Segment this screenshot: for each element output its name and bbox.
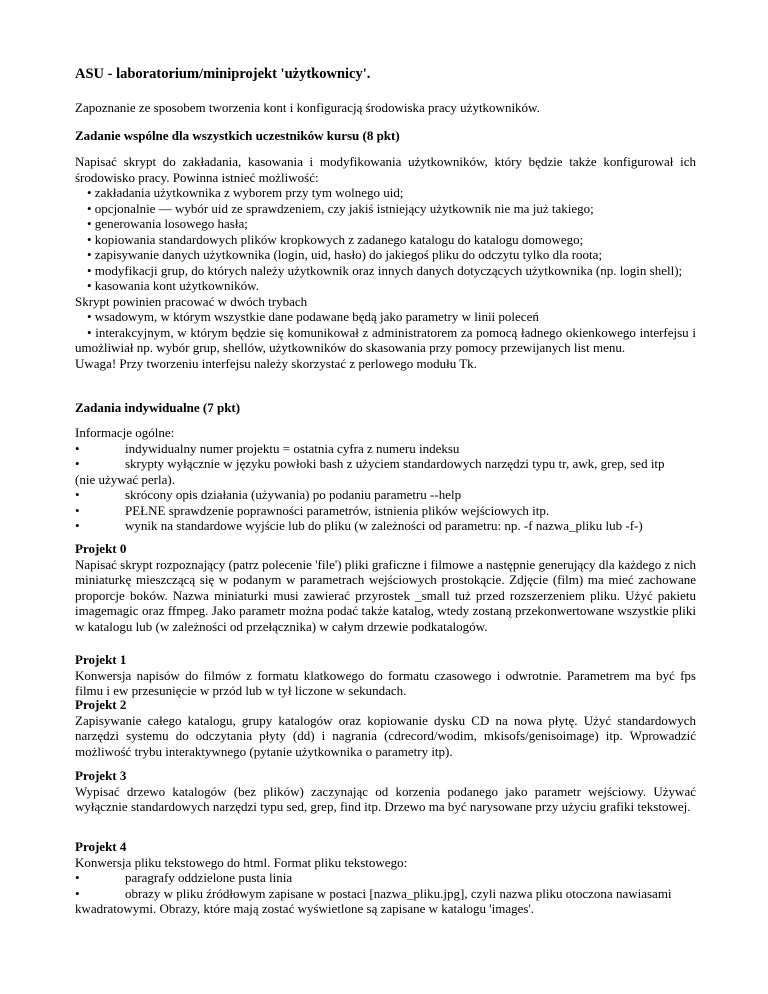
info-item	[75, 456, 696, 472]
feature-item: • kasowania kont użytkowników.	[87, 278, 259, 293]
bullet-icon: •	[75, 502, 80, 518]
feature-item: • zapisywanie danych użytkownika (login, uid, hasło) do jakiegoś pliku do odczytu tylko dla roota;	[87, 247, 603, 262]
info-item-text: skrócony opis działania (używania) po podaniu parametru --help	[125, 487, 462, 502]
info-item	[75, 441, 696, 457]
project-heading: Projekt 3	[75, 768, 127, 783]
info-item-continuation: (nie używać perla).	[75, 471, 175, 487]
individual-heading: Zadania indywidualne (7 pkt)	[75, 400, 241, 415]
p4-item-text: paragrafy oddzielone pusta linia	[125, 870, 293, 885]
p4-item	[75, 886, 696, 902]
common-task-lead: Napisać skrypt do zakładania, kasowania i modyfikowania użytkowników, który będzie także konfigurował ich środowisko pracy. Powinna istnieć możliwość:	[75, 154, 696, 185]
project-0	[75, 541, 696, 634]
feature-item: • generowania losowego hasła;	[87, 216, 248, 231]
bullet-icon: •	[75, 885, 80, 901]
bullet-icon: •	[75, 440, 80, 456]
project-heading: Projekt 2	[75, 697, 127, 712]
info-item-text: wynik na standardowe wyjście lub do pliku (w zależności od parametru: np. -f nazwa_pliku lub -f-)	[125, 518, 643, 533]
p4-item-text: obrazy w pliku źródłowym zapisane w postaci [nazwa_pliku.jpg], czyli nazwa pliku otoczona nawiasami	[125, 885, 672, 901]
p4-item	[75, 870, 696, 886]
info-item	[75, 518, 696, 534]
info-item-text: indywidualny numer projektu = ostatnia cyfra z numeru indeksu	[125, 440, 460, 456]
feature-item: • kopiowania standardowych plików kropkowych z zadanego katalogu do katalogu domowego;	[87, 231, 584, 247]
info-item-text: skrypty wyłącznie w języku powłoki bash z użyciem standardowych narzędzi typu tr, awk, grep, sed itp	[125, 456, 665, 471]
mode-item: • wsadowym, w którym wszystkie dane podawane będą jako parametry w linii poleceń	[87, 309, 539, 324]
project-text: Napisać skrypt rozpoznający (patrz polecenie 'file') pliki graficzne i filmowe a następnie generujący dla każdego z nich miniaturkę mieszczącą się w podanym w parametrach wejściowych prostokącie. Zdjęcie (film) ma mieć zachowane proporcje boków. Nazwa miniaturki musi zawierać przyrostek _small tuż przed rozszerzeniem pliku. Użyć pakietu imagemagic oraz ffmpeg. Jako parametr można podać także katalog, wtedy zostaną przekonwertowane wszystkie pliki w katalogu lub (w zależności od przełącznika) w całym drzewie podkatalogów.	[75, 556, 696, 634]
feature-item: • zakładania użytkownika z wyborem przy tym wolnego uid;	[87, 185, 404, 200]
bullet-icon: •	[75, 456, 80, 471]
common-task-heading: Zadanie wspólne dla wszystkich uczestników kursu (8 pkt)	[75, 128, 400, 143]
info-item	[75, 503, 696, 519]
note: Uwaga! Przy tworzeniu interfejsu należy skorzystać z perlowego modułu Tk.	[75, 355, 477, 371]
info-item-text: PEŁNE sprawdzenie poprawności parametrów, istnienia plików wejściowych itp.	[125, 502, 550, 518]
document-title: ASU - laboratorium/miniprojekt 'użytkownicy'.	[75, 66, 371, 82]
common-task-body	[75, 154, 696, 371]
project-text: Konwersja napisów do filmów z formatu klatkowego do formatu czasowego i odwrotnie. Parametrem ma być fps filmu i ew przesunięcie w przód lub w tył liczone w sekundach.	[75, 667, 696, 698]
project-heading: Projekt 4	[75, 839, 127, 854]
feature-item: • opcjonalnie — wybór uid ze sprawdzeniem, czy jakiś istniejący użytkownik nie ma już takiego;	[87, 200, 594, 216]
info-lead: Informacje ogólne:	[75, 425, 175, 440]
bullet-icon: •	[75, 487, 80, 502]
project-1	[75, 652, 696, 699]
project-heading: Projekt 1	[75, 652, 127, 667]
project-3	[75, 768, 696, 815]
bullet-icon: •	[75, 518, 80, 533]
info-item	[75, 487, 696, 503]
project-4	[75, 839, 696, 917]
project-text: Wypisać drzewo katalogów (bez plików) zaczynając od korzenia podanego jako parametr wejściowy. Używać wyłącznie standardowych narzędzi typu sed, grep, find itp. Drzewo ma być narysowane przy użyciu grafiki tekstowej.	[75, 783, 696, 814]
mode-item: • interakcyjnym, w którym będzie się komunikował z administratorem za pomocą ładnego okienkowego interfejsu i umożliwiał np. wybór grup, shellów, użytkowników do skasowania przy pomocy przewijanych list menu.	[75, 324, 696, 355]
feature-item: • modyfikacji grup, do których należy użytkownik oraz innych danych dotyczących użytkownika (np. login shell);	[87, 262, 683, 278]
p4-item-continuation: kwadratowymi. Obrazy, które mają zostać wyświetlone są zapisane w katalogu 'images'.	[75, 901, 535, 916]
project-text: Konwersja pliku tekstowego do html. Format pliku tekstowego:	[75, 854, 408, 870]
project-text: Zapisywanie całego katalogu, grupy katalogów oraz kopiowanie dysku CD na nowa płytę. Użyć standardowych narzędzi systemu do odczytania płyty (dd) i nagrania (cdrecord/wodim, mkisofs/genisoimage) itp. Wprowadzić możliwość trybu interaktywnego (pytanie użytkownika o parametry itp).	[75, 712, 696, 759]
individual-info	[75, 425, 696, 534]
project-2	[75, 697, 696, 759]
intro-paragraph: Zapoznanie ze sposobem tworzenia kont i konfiguracją środowiska pracy użytkowników.	[75, 100, 540, 115]
project-heading: Projekt 0	[75, 541, 127, 556]
bullet-icon: •	[75, 870, 80, 885]
modes-lead: Skrypt powinien pracować w dwóch trybach	[75, 293, 308, 309]
